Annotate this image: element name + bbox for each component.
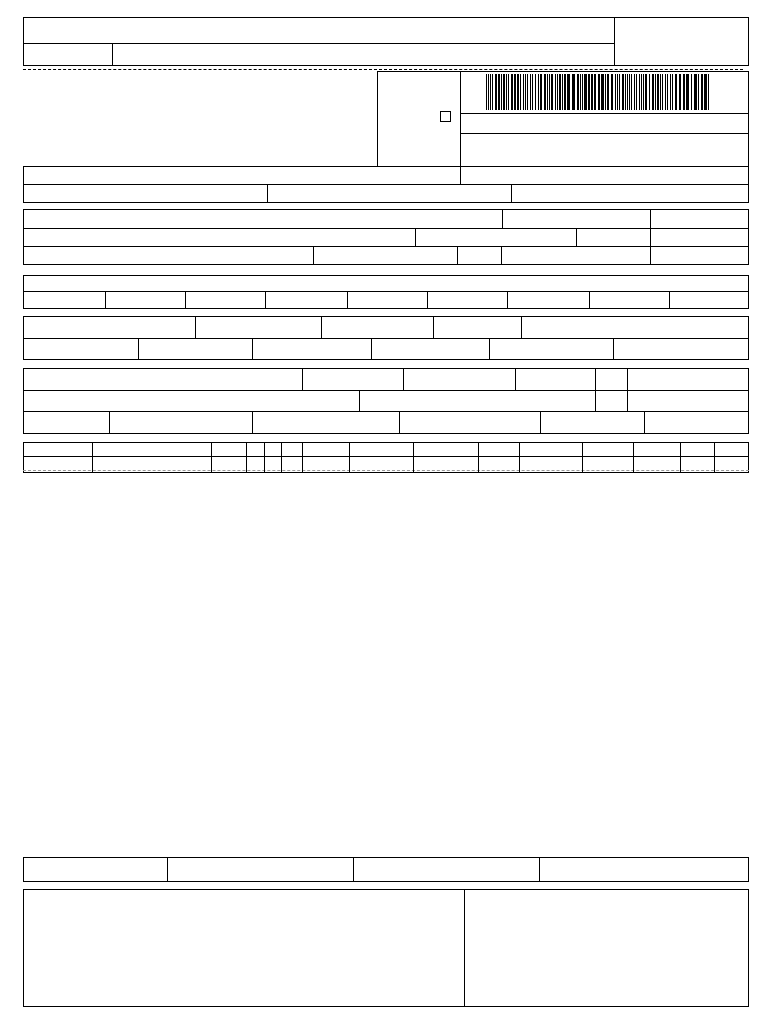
- transport-div-r3-3: [399, 411, 400, 434]
- barcode-bar: [627, 74, 628, 110]
- barcode-bar: [672, 74, 673, 110]
- invoice-div-6: [507, 291, 508, 309]
- products-col-divider-3: [246, 442, 247, 473]
- barcode-bar: [501, 74, 502, 110]
- transport-div-r3-5: [644, 411, 645, 434]
- invoice-div-8: [669, 291, 670, 309]
- tax-div-r1-1: [195, 316, 196, 338]
- products-col-divider-7: [349, 442, 350, 473]
- barcode-bar: [701, 74, 703, 110]
- barcode-bar: [514, 74, 516, 110]
- barcode-bar: [564, 74, 566, 110]
- products-col-divider-8: [413, 442, 414, 473]
- transport-div-r2-1: [359, 390, 360, 411]
- barcode-bar: [551, 74, 553, 110]
- barcode-bar: [527, 74, 528, 110]
- barcode-bar: [704, 74, 707, 110]
- barcode-bar: [559, 74, 561, 110]
- products-col-divider-6: [302, 442, 303, 473]
- additional-info-divider: [464, 889, 465, 1007]
- barcode-bar: [698, 74, 699, 110]
- invoice-block: [23, 275, 749, 309]
- transport-row-divider-1: [23, 390, 749, 391]
- barcode-bar: [580, 74, 581, 110]
- barcode-bar: [508, 74, 509, 110]
- barcode-bar: [625, 74, 626, 110]
- issqn-block: [23, 857, 749, 882]
- barcode-bar: [643, 74, 644, 110]
- products-col-divider-4: [264, 442, 265, 473]
- barcode-bar: [498, 74, 500, 110]
- barcode-bar: [619, 74, 620, 110]
- barcode-bar: [490, 74, 491, 110]
- products-header-divider: [23, 456, 749, 457]
- tax-div-r2-4: [489, 338, 490, 360]
- barcode-bar: [660, 74, 661, 110]
- additional-info-block: [23, 889, 749, 1007]
- products-col-divider-5: [281, 442, 282, 473]
- issqn-div-2: [353, 857, 354, 882]
- recipient-div-r1-a: [502, 209, 503, 228]
- barcode-bar: [649, 74, 650, 110]
- barcode-bar: [555, 74, 556, 110]
- barcode-bar: [567, 74, 570, 110]
- barcode-bar: [530, 74, 531, 110]
- invoice-div-1: [105, 291, 106, 309]
- invoice-div-3: [265, 291, 266, 309]
- tax-row-divider: [23, 338, 749, 339]
- entry-exit-checkbox[interactable]: [440, 111, 451, 122]
- transport-div-r12-4: [595, 368, 596, 411]
- barcode-bar: [629, 74, 630, 110]
- transport-row-divider-2: [23, 411, 749, 412]
- tax-div-r1-3: [433, 316, 434, 338]
- recipient-div-r3-c: [501, 246, 502, 265]
- key-block-divider-1: [460, 113, 749, 114]
- tax-div-r2-1: [138, 338, 139, 360]
- barcode-bar: [577, 74, 579, 110]
- barcode-bar: [641, 74, 642, 110]
- barcode-bar: [582, 74, 583, 110]
- barcode-bar: [540, 74, 542, 110]
- barcode-bar: [694, 74, 697, 110]
- recipient-div-r1-b: [650, 209, 651, 265]
- barcode-bar: [495, 74, 497, 110]
- recipient-div-r3-b: [457, 246, 458, 265]
- barcode-bar: [535, 74, 536, 110]
- tax-div-r2-3: [371, 338, 372, 360]
- tax-div-r2-2: [252, 338, 253, 360]
- tax-div-r2-5: [613, 338, 614, 360]
- barcode-bar: [683, 74, 685, 110]
- barcode-bar: [492, 74, 493, 110]
- barcode-bar: [601, 74, 604, 110]
- operation-nature-row: [23, 166, 749, 185]
- barcode-bar: [622, 74, 624, 110]
- invoice-div-5: [427, 291, 428, 309]
- barcode-bar: [598, 74, 600, 110]
- transport-div-r1-3: [515, 368, 516, 390]
- operation-nature-divider: [460, 166, 461, 185]
- barcode-bar: [679, 74, 681, 110]
- barcode-bar: [517, 74, 519, 110]
- issqn-div-3: [539, 857, 540, 882]
- recipient-div-r3-a: [313, 246, 314, 265]
- receipt-stub: [23, 17, 749, 66]
- barcode-bar: [525, 74, 526, 110]
- transport-div-r3-4: [540, 411, 541, 434]
- barcode-bar: [611, 74, 613, 110]
- transport-div-r12-5: [627, 368, 628, 411]
- barcode-bar: [584, 74, 587, 110]
- barcode-bar: [617, 74, 618, 110]
- barcode-bar: [655, 74, 656, 110]
- barcode-bar: [657, 74, 659, 110]
- barcode-bar: [544, 74, 546, 110]
- products-col-divider-10: [519, 442, 520, 473]
- products-col-divider-9: [478, 442, 479, 473]
- registration-row: [23, 184, 749, 203]
- barcode-bar: [503, 74, 505, 110]
- registration-divider-1: [267, 184, 268, 203]
- tax-div-r1-4: [521, 316, 522, 338]
- barcode-bar: [557, 74, 558, 110]
- barcode-bar: [607, 74, 609, 110]
- barcode-bar: [591, 74, 593, 110]
- transport-div-r1-1: [302, 368, 303, 390]
- barcode-icon: [486, 74, 712, 110]
- barcode-bar: [652, 74, 654, 110]
- products-col-divider-13: [680, 442, 681, 473]
- recipient-row-divider-1: [23, 228, 749, 229]
- barcode-bar: [631, 74, 632, 110]
- transport-div-r3-1: [109, 411, 110, 434]
- barcode-bar: [486, 74, 487, 110]
- products-col-divider-2: [211, 442, 212, 473]
- barcode-bar: [594, 74, 596, 110]
- products-col-divider-12: [633, 442, 634, 473]
- barcode-bar: [615, 74, 616, 110]
- products-col-divider-14: [714, 442, 715, 473]
- invoice-row-divider: [23, 291, 749, 292]
- invoice-div-7: [589, 291, 590, 309]
- recipient-div-r2-b: [576, 228, 577, 246]
- registration-divider-2: [511, 184, 512, 203]
- barcode-bar: [708, 74, 709, 110]
- barcode-bar: [547, 74, 548, 110]
- products-col-divider-11: [582, 442, 583, 473]
- barcode-bar: [538, 74, 539, 110]
- recipient-row-divider-2: [23, 246, 749, 247]
- products-col-divider-1: [92, 442, 93, 473]
- barcode-bar: [562, 74, 563, 110]
- barcode-bar: [634, 74, 635, 110]
- barcode-bar: [675, 74, 677, 110]
- barcode-bar: [636, 74, 637, 110]
- receipt-stub-col-divider: [112, 43, 113, 66]
- recipient-block: [23, 209, 749, 265]
- invoice-div-4: [347, 291, 348, 309]
- barcode-bar: [523, 74, 524, 110]
- barcode-bar: [572, 74, 575, 110]
- barcode-bar: [645, 74, 647, 110]
- products-table: [23, 442, 749, 473]
- issqn-div-1: [167, 857, 168, 882]
- barcode-bar: [605, 74, 606, 110]
- transport-div-r1-2: [403, 368, 404, 390]
- barcode-bar: [549, 74, 550, 110]
- barcode-bar: [665, 74, 666, 110]
- tax-div-r1-2: [321, 316, 322, 338]
- invoice-div-2: [185, 291, 186, 309]
- barcode-bar: [686, 74, 689, 110]
- barcode-bar: [639, 74, 640, 110]
- products-row-dashed-line: [23, 470, 749, 471]
- barcode-bar: [670, 74, 671, 110]
- barcode-bar: [667, 74, 668, 110]
- barcode-bar: [532, 74, 533, 110]
- barcode-bar: [691, 74, 692, 110]
- barcode-bar: [662, 74, 663, 110]
- barcode-bar: [520, 74, 521, 110]
- recipient-div-r2-a: [415, 228, 416, 246]
- transport-div-r3-2: [252, 411, 253, 434]
- key-block-divider-2: [460, 133, 749, 134]
- barcode-bar: [588, 74, 590, 110]
- transport-block: [23, 368, 749, 434]
- barcode-bar: [506, 74, 507, 110]
- receipt-stub-divider: [614, 17, 615, 66]
- barcode-bar: [488, 74, 489, 110]
- barcode-bar: [511, 74, 513, 110]
- tear-off-line: [23, 69, 743, 70]
